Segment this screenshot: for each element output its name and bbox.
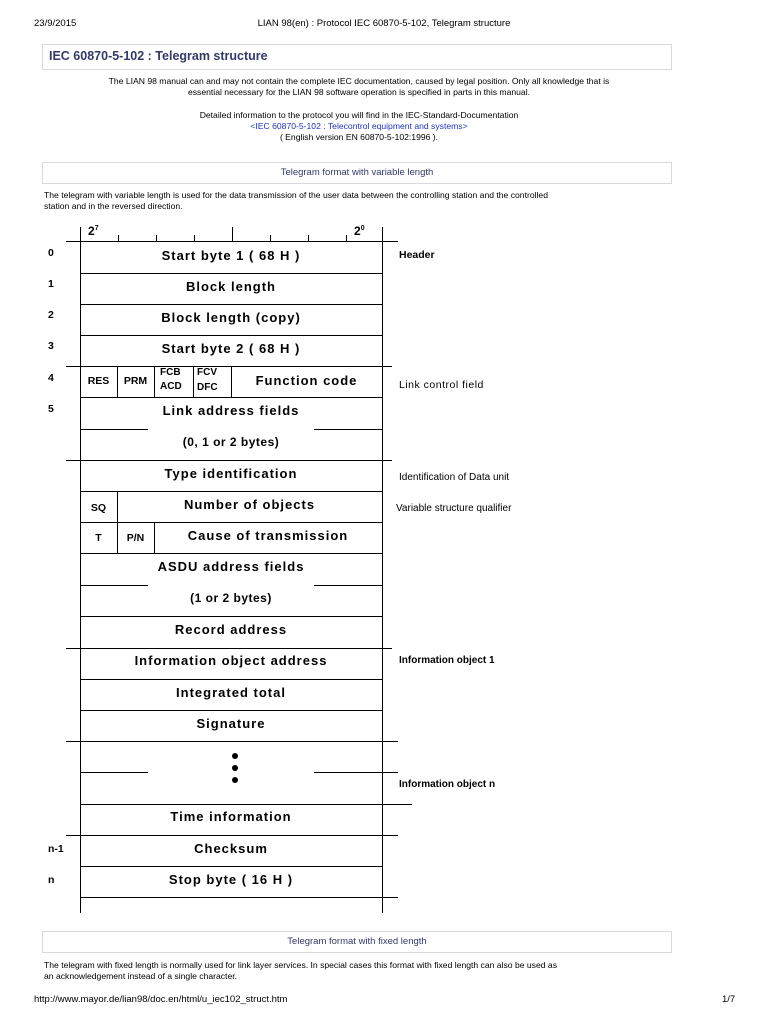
row-number-2: 2 (48, 309, 54, 321)
cell-asdu-address-fields: ASDU address fields (157, 559, 305, 574)
row-line (80, 273, 383, 274)
row-number-n: n (48, 874, 55, 886)
cell-res: RES (87, 375, 110, 387)
table-right-border (382, 241, 383, 913)
lsb-bit-label (354, 224, 365, 238)
bit-tick (270, 235, 271, 241)
label-information-object-1: Information object 1 (399, 655, 495, 666)
cell-integrated-total: Integrated total (176, 685, 286, 700)
row-line (80, 616, 383, 617)
intro-line1: The LIAN 98 manual can and may not contain the complete IEC documentation, caused by legal position. Only all knowledge that is (108, 76, 610, 86)
cell-function-code: Function code (255, 373, 358, 388)
row-number-1: 1 (48, 278, 54, 290)
cell-signature: Signature (196, 716, 266, 731)
intro-line2: essential necessary for the LIAN 98 software operation is specified in parts in this manual. (187, 87, 531, 97)
bit-tick (156, 235, 157, 241)
bit-tick (382, 227, 383, 241)
msb-exp: 7 (94, 225, 99, 232)
lsb-exp: 0 (360, 225, 365, 232)
row-line (80, 522, 383, 523)
msb-bit-label (88, 224, 99, 238)
cell-divider (154, 366, 155, 397)
ellipsis-dot (232, 753, 238, 759)
intro-line4: ( English version EN 60870-5-102:1996 ). (279, 132, 439, 142)
cell-t: T (95, 532, 102, 544)
bit-scale-line (66, 241, 398, 242)
footer-page-number: 1/7 (722, 994, 736, 1005)
row-line-bottom (80, 897, 398, 898)
intro-line3: Detailed information to the protocol you will find in the IEC-Standard-Documentation (199, 110, 519, 120)
bit-tick (80, 227, 81, 241)
ellipsis-dot (232, 765, 238, 771)
cell-number-of-objects: Number of objects (183, 497, 316, 512)
row-line-partial (80, 585, 148, 586)
row-number-n-1: n-1 (48, 843, 64, 855)
label-header: Header (399, 249, 435, 261)
row-number-0: 0 (48, 247, 54, 259)
row-line-info1-start (66, 648, 392, 649)
footer-url: http://www.mayor.de/lian98/doc.en/html/u_iec102_struct.htm (34, 994, 288, 1005)
cell-prm: PRM (123, 375, 148, 387)
section-variable-para-line1: The telegram with variable length is used for the data transmission of the user data between the controlling station and the controlled (44, 190, 548, 200)
bit-tick (194, 235, 195, 241)
cell-block-length: Block length (185, 279, 276, 294)
cell-type-identification: Type identification (164, 466, 298, 481)
section-fixed-heading: Telegram format with fixed length (42, 931, 672, 953)
row-number-3: 3 (48, 340, 54, 352)
cell-checksum: Checksum (194, 841, 268, 856)
label-information-object-n: Information object n (399, 779, 496, 790)
row-line-partial (80, 429, 148, 430)
ellipsis-dot (232, 777, 238, 783)
cell-cause-of-transmission: Cause of transmission (187, 528, 349, 543)
row-line-link-control (66, 366, 392, 367)
row-line-partial (314, 585, 383, 586)
label-link-control-field: Link control field (399, 379, 484, 391)
row-line (80, 491, 383, 492)
bit-tick (118, 235, 119, 241)
row-line (80, 866, 383, 867)
row-line-info-gap (66, 741, 398, 742)
cell-start-byte-2: Start byte 2 ( 68 H ) (161, 341, 301, 356)
doc-title: IEC 60870-5-102 : Telegram structure (49, 49, 268, 63)
cell-dfc: DFC (197, 382, 218, 393)
cell-record-address: Record address (174, 622, 288, 637)
row-line (80, 304, 383, 305)
row-number-4: 4 (48, 372, 54, 384)
cell-fcv: FCV (197, 367, 217, 378)
row-line-partial (314, 772, 398, 773)
msb-base: 2 (88, 224, 95, 238)
label-data-unit-identification: Identification of Data unit (399, 472, 510, 483)
row-line (80, 710, 383, 711)
label-variable-structure-qualifier: Variable structure qualifier (396, 503, 512, 514)
row-line (80, 679, 383, 680)
bit-tick (346, 235, 347, 241)
row-line-partial (80, 772, 148, 773)
header-date: 23/9/2015 (34, 18, 77, 29)
cell-block-length-copy: Block length (copy) (161, 310, 301, 325)
cell-divider (193, 366, 194, 397)
cell-pn: P/N (126, 532, 145, 544)
section-fixed-para-line2: an acknowledgement instead of a single character. (44, 971, 238, 981)
cell-time-information: Time information (170, 809, 292, 824)
section-variable-heading: Telegram format with variable length (42, 162, 672, 184)
cell-fcb: FCB (160, 367, 181, 378)
row-line-infon (80, 804, 412, 805)
lsb-base: 2 (354, 224, 361, 238)
row-line (80, 397, 383, 398)
cell-link-address-bytes: (0, 1 or 2 bytes) (182, 435, 280, 449)
cell-link-address-fields: Link address fields (162, 403, 300, 418)
iec-doc-link[interactable]: <IEC 60870-5-102 : Telecontrol equipment and systems> (250, 121, 468, 131)
row-line (80, 335, 383, 336)
cell-information-object-address: Information object address (134, 653, 328, 668)
section-variable-para-line2: station and in the reversed direction. (44, 201, 183, 211)
cell-acd: ACD (160, 381, 182, 392)
row-line-asdu-start (66, 460, 392, 461)
bit-tick (232, 227, 233, 241)
cell-asdu-address-bytes: (1 or 2 bytes) (190, 591, 272, 605)
row-line-partial (314, 429, 383, 430)
cell-sq: SQ (90, 502, 107, 514)
cell-stop-byte: Stop byte ( 16 H ) (168, 872, 294, 887)
bit-tick (308, 235, 309, 241)
header-title: LIAN 98(en) : Protocol IEC 60870-5-102, Telegram structure (257, 18, 511, 29)
row-number-5: 5 (48, 403, 54, 415)
row-line-checksum (66, 835, 398, 836)
cell-start-byte-1: Start byte 1 ( 68 H ) (161, 248, 301, 263)
section-fixed-para-line1: The telegram with fixed length is normally used for link layer services. In special cases this format with fixed length can also be used as (44, 960, 558, 970)
row-line (80, 553, 383, 554)
